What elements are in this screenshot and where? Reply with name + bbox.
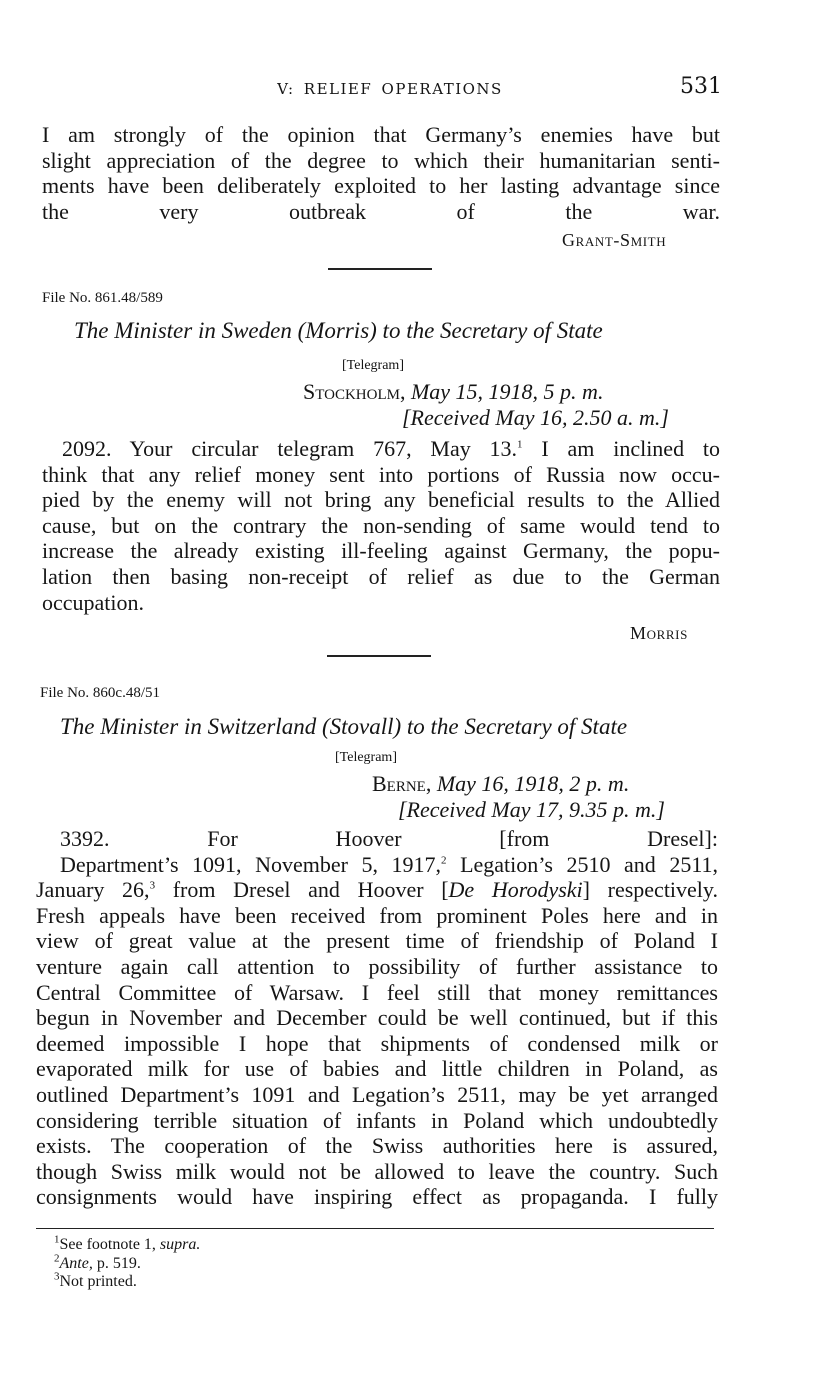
paragraph-line: think that any relief money sent into portions of Russia now occu- [42,461,720,487]
dateline-date: May 16, 1918, 2 p. m. [436,771,630,796]
footnote [54,1233,201,1255]
received-line: [Received May 16, 2.50 a. m.] [402,405,669,430]
continuation-paragraph [42,122,720,224]
footnote-text: Not printed. [59,1273,137,1290]
paragraph-line: view of great value at the present time of friendship of Poland I [36,928,718,954]
paragraph-line: Central Committee of Warsaw. I feel still that money remittances [36,979,718,1005]
dateline-place: Berne, [372,771,432,796]
telegram-label: [Telegram] [335,750,397,765]
paragraph-line: Fresh appeals have been received from prominent Poles here and in [36,902,718,928]
footnote-rule [36,1228,714,1229]
footnote-italic: Ante, [59,1254,93,1272]
page-number: 531 [680,74,722,99]
paragraph-line [36,852,718,878]
footnote-reference: 3 [149,879,156,892]
signature-morris: Morris [630,623,688,643]
file-number: File No. 860c.48/51 [40,685,160,701]
text-segment: January 26, [36,877,150,903]
dateline-date: May 15, 1918, 5 p. m. [410,379,604,404]
paragraph-line: exists. The cooperation of the Swiss authorities here is assured, [36,1133,718,1159]
paragraph-line: outlined Department’s 1091 and Legation’s 2511, may be yet arranged [36,1081,718,1107]
section-divider [327,655,431,657]
paragraph-line: considering terrible situation of infants in Poland which undoubtedly [36,1107,718,1133]
text-segment: ] respectively. [582,877,718,903]
received-line: [Received May 17, 9.35 p. m.] [398,797,665,822]
paragraph-line: evaporated milk for use of babies and little children in Poland, as [36,1056,718,1082]
paragraph-line: cause, but on the contrary the non-sending of same would tend to [42,512,720,538]
paragraph-line: 3392. For Hoover [from Dresel]: [60,826,718,851]
footnote-text: See footnote 1, [59,1236,160,1253]
paragraph-line: though Swiss milk would not be allowed to leave the country. Such [36,1158,718,1184]
footnote [54,1252,200,1274]
footnote-mark: 3 [54,1270,60,1283]
text-segment: Legation’s 2510 and 2511, [460,851,719,877]
paragraph-line: begun in November and December could be well continued, but if this [36,1005,718,1031]
footnote-mark: 1 [54,1233,60,1246]
paragraph-line: the very outbreak of the war. [42,198,720,224]
dateline [372,771,629,797]
footnote-reference: 1 [517,438,523,451]
footnote [54,1270,200,1292]
running-header: V: RELIEF OPERATIONS [277,80,503,98]
footnote-mark: 2 [54,1252,60,1265]
paragraph-line: deemed impossible I hope that shipments of condensed milk or [36,1030,718,1056]
document-title: The Minister in Switzerland (Stovall) to the Secretary of State [60,714,628,739]
signature-grant-smith: Grant-Smith [562,230,667,250]
file-number: File No. 861.48/589 [42,290,163,306]
paragraph-line: lation then basing non-receipt of relief as due to the German [42,563,720,589]
paragraph-line [42,436,720,462]
footnote-text: p. 519. [92,1254,141,1272]
telegram-body [36,826,718,1210]
text-segment: I am inclined to [541,436,721,461]
telegram-label: [Telegram] [342,358,404,373]
paragraph-line [36,877,718,903]
text-segment: 2092. Your circular telegram 767, May 13. [62,436,518,461]
paragraph-line: pied by the enemy will not bring any beneficial results to the Allied [42,487,720,513]
paragraph-line: ments have been deliberately exploited to her lasting advantage since [42,173,720,199]
dateline [303,379,603,405]
footnote-italic: supra. [159,1236,201,1253]
paragraph-line: I am strongly of the opinion that Germany’s enemies have but [42,122,720,147]
footnotes [54,1233,201,1292]
paragraph-line: occupation. [42,589,145,615]
paragraph-line: increase the already existing ill-feeling against Germany, the popu- [42,538,720,564]
text-segment-italic: De Horodyski [448,877,583,903]
section-divider [328,268,432,270]
text-segment: from Dresel and Hoover [ [172,877,449,903]
document-title: The Minister in Sweden (Morris) to the Secretary of State [74,318,603,343]
paragraph-line: venture again call attention to possibility of further assistance to [36,953,718,979]
text-segment: Department’s 1091, November 5, 1917, [60,851,442,877]
telegram-body [42,436,720,615]
paragraph-line: consignments would have inspiring effect as propaganda. I fully [36,1184,718,1210]
dateline-place: Stockholm, [303,379,406,404]
paragraph-line: slight appreciation of the degree to which their humanitarian senti- [42,147,720,173]
footnote-reference: 2 [441,854,447,867]
